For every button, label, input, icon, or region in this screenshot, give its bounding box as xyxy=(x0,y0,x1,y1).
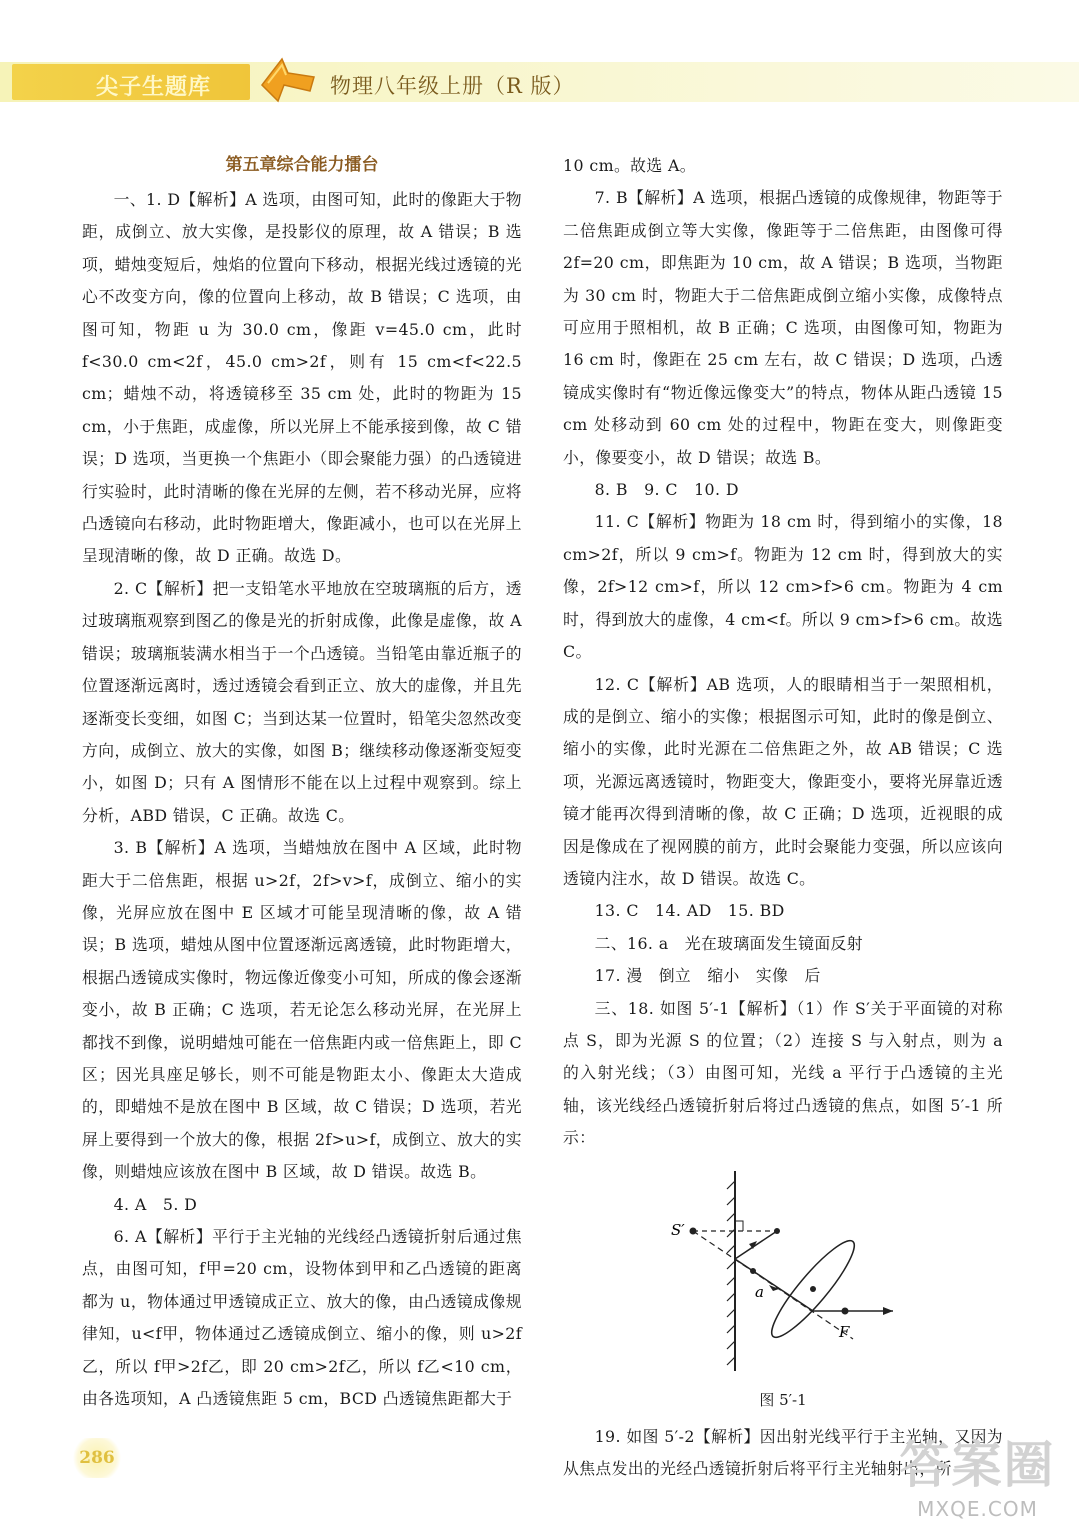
answer-paragraph: 10 cm。故选 A。 xyxy=(563,156,696,175)
incident-ray xyxy=(735,1231,777,1259)
incidence-point xyxy=(774,1228,780,1234)
arrow-icon xyxy=(258,55,316,105)
answer-paragraph: 13. C 14. AD 15. BD xyxy=(594,901,785,921)
answer-paragraph: 6. A【解析】平行于主光轴的光线经凸透镜折射后通过焦点，由图可知，f甲=20 cm，设物体到甲和乙凸透镜的距离都为 u，物体通过甲透镜成正立、放大的像，由凸透镜成像规律知，u<f甲，物体通过乙透镜成倒立、缩小的像，则 u>2f乙，所以 f甲>2f乙，即 20 cm>2f乙，所以 f乙<10 cm，由各选项知，A 凸透镜焦距 5 cm，BCD 凸透镜焦距都大于 xyxy=(82,1227,522,1409)
answer-paragraph: 一、1. D【解析】A 选项，由图可知，此时的像距大于物距，成倒立、放大实像，是投影仪的原理，故 A 错误；B 选项，蜡烛变短后，烛焰的位置向下移动，根据光线过透镜的光心不改变方向，像的位置向上移动，故 B 错误；C 选项，由图可知，物距 u 为 30.0 cm，像距 v=45.0 cm，此时 f<30.0 cm<2f，45.0 cm>2f，则有 15 cm<f<22.5 cm；蜡烛不动，将透镜移至 35 cm 处，此时的物距为 15 cm，小于焦距，成虚像，所以光屏上不能承接到像，故 C 错误；D 选项，当更换一个焦距小（即会聚能力强）的凸透镜进行实验时，此时清晰的像在光屏的左侧，若不移动光屏，应将凸透镜向右移动，此时物距增大，像距减小，也可以在光屏上呈现清晰的像，故 D 正确。故选 D。 xyxy=(82,190,522,566)
optics-diagram xyxy=(563,1161,1003,1381)
answer-paragraph: 11. C【解析】物距为 18 cm 时，得到缩小的实像，18 cm>2f，所以 9 cm>f。物距为 12 cm 时，得到放大的实像，2f>12 cm>f，所以 12 cm>f>6 cm。物距为 4 cm 时，得到放大的虚像，4 cm<f。所以 9 cm>f>6 cm。故选 C。 xyxy=(563,512,1003,662)
watermark-main: 答案圈 xyxy=(899,1436,1056,1494)
label-a: a xyxy=(755,1282,764,1301)
answer-paragraph: 19. 如图 5′-2【解析】因出射光线平行于主光轴，又因为从焦点发出的光经凸透镜折射后将平行主光轴射出，所 xyxy=(563,1426,1003,1478)
label-f: F xyxy=(839,1322,850,1341)
answer-paragraph: 二、16. a 光在玻璃面发生镜面反射 xyxy=(594,933,863,953)
answer-paragraph: 三、18. 如图 5′-1【解析】（1）作 S′关于平面镜的对称点 S，即为光源 S 的位置；（2）连接 S 与入射点，则为 a 的入射光线；（3）由图可知，光线 a 平行于凸透镜的主光轴，该光线经凸透镜折射后将过凸透镜的焦点，如图 5′-1 所示： xyxy=(563,998,1003,1148)
mirror-hatching xyxy=(727,1181,735,1365)
left-column xyxy=(82,150,522,1415)
label-s-prime: S′ xyxy=(671,1220,685,1239)
source-point xyxy=(690,1227,697,1234)
section-title: 第五章综合能力擂台 xyxy=(225,155,379,175)
optics-figure xyxy=(563,1161,1003,1411)
page-number: 286 xyxy=(72,1438,122,1478)
answer-paragraph: 4. A 5. D xyxy=(113,1194,198,1214)
figure-caption: 图 5′-1 xyxy=(759,1390,807,1409)
focus-point xyxy=(842,1307,849,1314)
answer-paragraph: 17. 漫 倒立 缩小 实像 后 xyxy=(594,966,821,986)
watermark xyxy=(880,1436,1075,1532)
logo-text: 尖子生题库 xyxy=(96,75,212,100)
answer-paragraph: 8. B 9. C 10. D xyxy=(594,480,739,500)
answer-paragraph: 12. C【解析】AB 选项，人的眼睛相当于一架照相机，成的是倒立、缩小的实像；根据图示可知，此时的像是倒立、缩小的实像，此时光源在二倍焦距之外，故 AB 错误；C 选项，光源远离透镜时，物距变大，像距变小，要将光屏靠近透镜才能再次得到清晰的像，故 C 正确；D 选项，近视眼的成因是像成在了视网膜的前方，此时会聚能力变强，所以应该向透镜内注水，故 D 错误。故选 C。 xyxy=(563,674,1003,888)
ray-a xyxy=(735,1259,813,1311)
header-title: 物理八年级上册（R 版） xyxy=(330,74,575,98)
lens-center-point xyxy=(810,1286,816,1292)
answer-paragraph: 7. B【解析】A 选项，根据凸透镜的成像规律，物距等于二倍焦距成倒立等大实像，像距等于二倍焦距，由图像可得 2f=20 cm，即焦距为 10 cm，故 A 错误；B 选项，当物距为 30 cm 时，物距大于二倍焦距成倒立缩小实像，成像特点可应用于照相机，故 B 正确；C 选项，由图像可知，物距为 16 cm 时，像距在 25 cm 左右，故 C 错误；D 选项，凸透镜成实像时有“物近像远像变大”的特点，物体从距凸透镜 15 cm 处移动到 60 cm 处的过程中，物距在变大，则像距变小，像要变小，故 D 错误；故选 B。 xyxy=(563,188,1003,467)
answer-paragraph: 2. C【解析】把一支铅笔水平地放在空玻璃瓶的后方，透过玻璃瓶观察到图乙的像是光的折射成像，此像是虚像，故 A 错误；玻璃瓶装满水相当于一个凸透镜。当铅笔由靠近瓶子的位置逐渐远离时，透过透镜会看到正立、放大的虚像，并且先逐渐变长变细，如图 C；当到达某一位置时，铅笔尖忽然改变方向，成倒立、放大的实像，如图 B；继续移动像逐渐变短变小，如图 D；只有 A 图情形不能在以上过程中观察到。综上分析，ABD 错误，C 正确。故选 C。 xyxy=(82,578,522,825)
arrow-head xyxy=(883,1307,893,1315)
point-marker xyxy=(750,1268,756,1274)
right-column xyxy=(563,150,1003,1485)
answer-paragraph: 3. B【解析】A 选项，当蜡烛放在图中 A 区域，此时物距大于二倍焦距，根据 u>2f，2f>v>f，成倒立、缩小的实像，光屏应放在图中 E 区域才可能呈现清晰的像，故 A 错误；B 选项，蜡烛从图中位置逐渐远离透镜，此时物距增大，根据凸透镜成实像时，物远像近像变小可知，所成的像会逐渐变小，故 B 正确；C 选项，若无论怎么移动光屏，在光屏上都找不到像，说明蜡烛可能在一倍焦距内或一倍焦距上，即 C 区；因光具座足够长，则不可能是物距太小、像距太大造成的，即蜡烛不是放在图中 B 区域，故 C 错误；D 选项，若光屏上要得到一个放大的像，根据 2f>u>f，成倒立、放大的实像，则蜡烛应该放在图中 B 区域，故 D 错误。故选 B。 xyxy=(82,838,522,1182)
right-angle-mark xyxy=(735,1221,743,1231)
watermark-sub: MXQE.COM xyxy=(917,1497,1038,1521)
